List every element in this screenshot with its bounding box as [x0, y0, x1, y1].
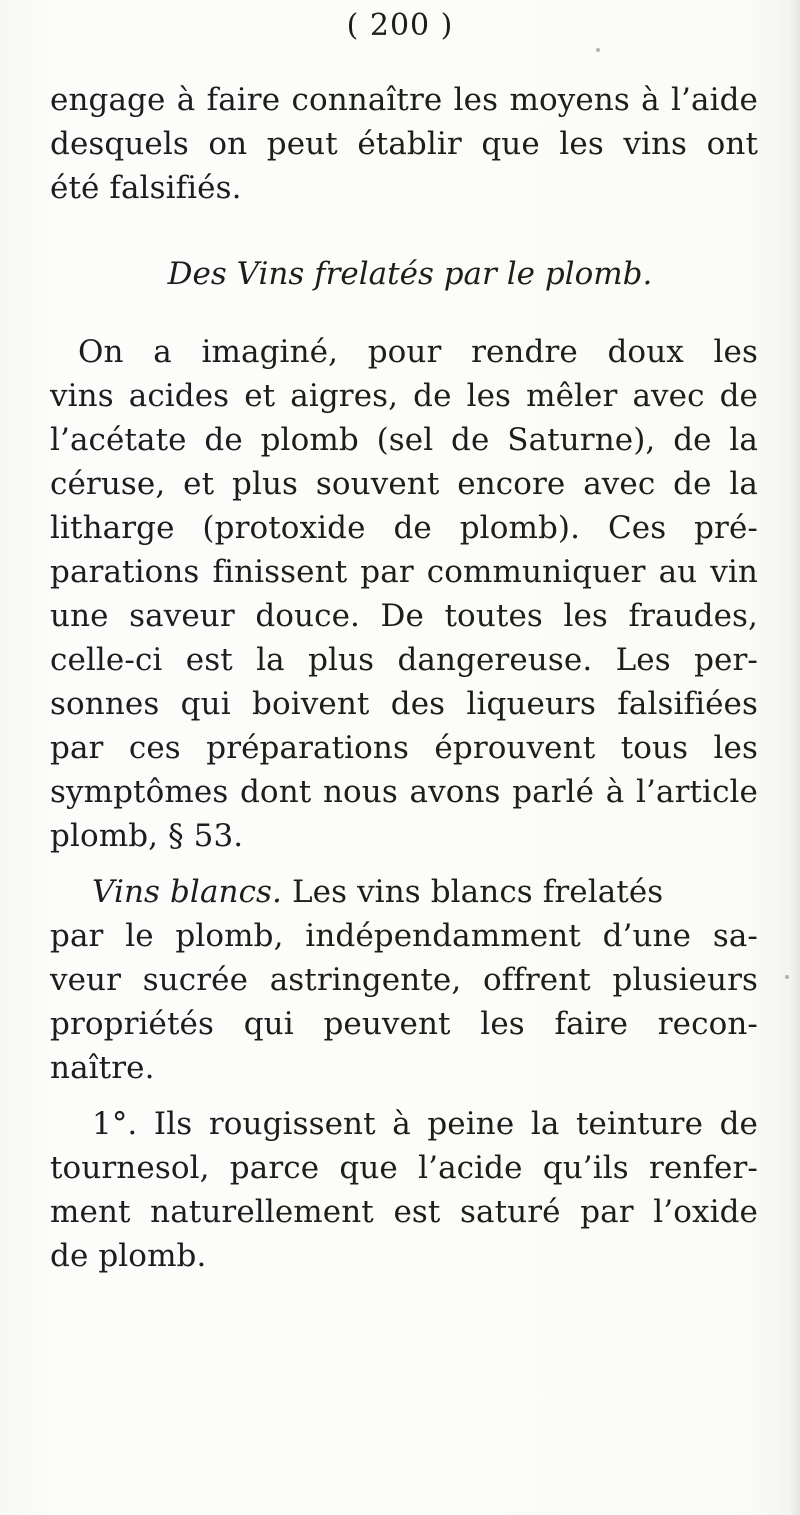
paper-speck [785, 975, 789, 979]
page-number: ( 200 ) [346, 8, 454, 43]
intro-line-2: desquels on peut établir que les vins ont [50, 126, 758, 162]
section-heading: Des Vins frelatés par le plomb. [167, 256, 653, 292]
paragraph-3-line-2: tournesol, parce que l’acide qu’ils renfer- [50, 1150, 758, 1186]
paragraph-1-line-9: sonnes qui boivent des liqueurs falsifiées [50, 686, 758, 722]
paragraph-1-line-6: parations finissent par communiquer au vin [50, 554, 758, 590]
page-edge-shadow [790, 0, 800, 1515]
paragraph-2-line-3: veur sucrée astringente, offrent plusieurs [50, 962, 758, 998]
paragraph-2-line-4: propriétés qui peuvent les faire recon- [50, 1006, 758, 1042]
paper-speck [596, 48, 600, 52]
paragraph-2-line-2: par le plomb, indépendamment d’une sa- [50, 918, 758, 954]
paragraph-1-line-12: plomb, § 53. [50, 818, 244, 854]
paragraph-1-line-1: On a imaginé, pour rendre doux les [78, 334, 758, 370]
paragraph-3-line-4: de plomb. [50, 1238, 207, 1274]
paragraph-1-line-7: une saveur douce. De toutes les fraudes, [50, 598, 758, 634]
intro-line-1: engage à faire connaître les moyens à l’aide [50, 82, 758, 118]
paragraph-1-line-5: litharge (protoxide de plomb). Ces pré- [50, 510, 758, 546]
paragraph-2-first-line-rest: Les vins blancs frelatés [282, 874, 664, 910]
paragraph-1-line-8: celle-ci est la plus dangereuse. Les per- [50, 642, 758, 678]
paragraph-1-line-10: par ces préparations éprouvent tous les [50, 730, 758, 766]
paragraph-2-lead: Vins blancs. [92, 874, 283, 910]
paragraph-1-line-3: l’acétate de plomb (sel de Saturne), de la [50, 422, 758, 458]
paragraph-1-line-4: céruse, et plus souvent encore avec de la [50, 466, 758, 502]
paragraph-3-line-3: ment naturellement est saturé par l’oxide [50, 1194, 758, 1230]
paragraph-2-line-5: naître. [50, 1050, 155, 1086]
paragraph-3-line-1: 1°. Ils rougissent à peine la teinture de [92, 1106, 758, 1142]
intro-line-3: été falsifiés. [50, 170, 242, 206]
paragraph-1-line-2: vins acides et aigres, de les mêler avec de [50, 378, 758, 414]
paragraph-2-line-1 [92, 870, 663, 914]
paragraph-1-line-11: symptômes dont nous avons parlé à l’article [50, 774, 758, 810]
